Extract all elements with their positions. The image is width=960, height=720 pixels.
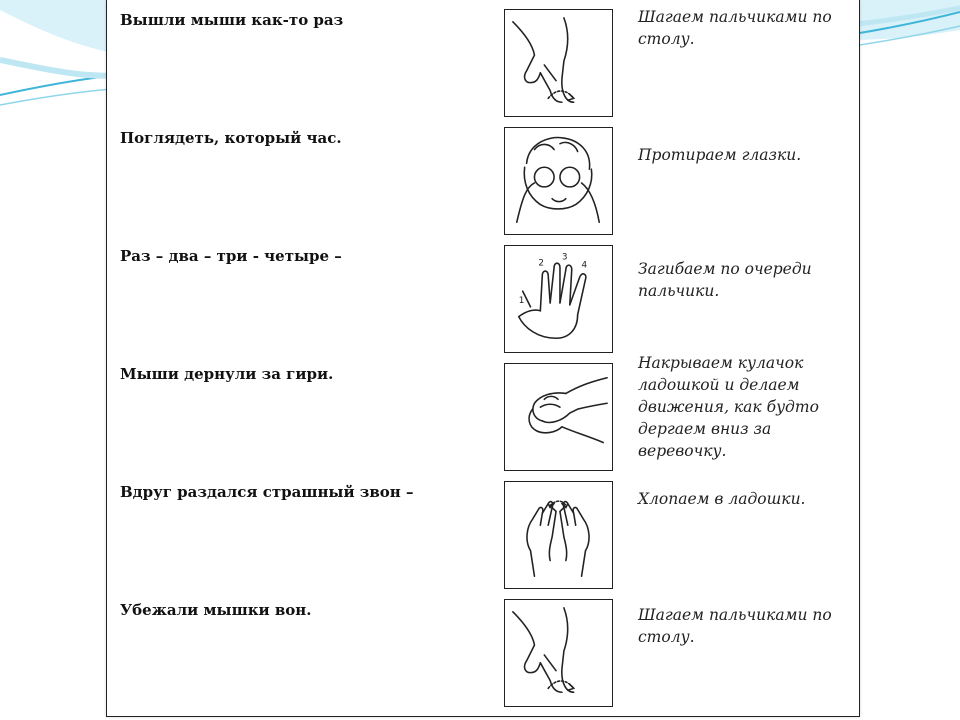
finger-number-label: 1 [518, 295, 525, 306]
finger-number-label: 3 [561, 252, 568, 263]
hands-pulling-icon [504, 363, 613, 471]
verse-text: Вышли мыши как-то раз [120, 11, 344, 29]
action-text: Шагаем пальчиками по столу. [638, 606, 832, 646]
table-row [107, 0, 859, 118]
action-text: Хлопаем в ладошки. [638, 490, 806, 508]
action-text: Протираем глазки. [638, 146, 802, 164]
hand-counting-fingers-icon [504, 245, 613, 353]
fingers-walking-icon [504, 599, 613, 707]
verse-text: Мыши дернули за гири. [120, 365, 334, 383]
verse-text: Вдруг раздался страшный звон – [120, 483, 414, 501]
action-text: Накрываем кулачок ладошкой и делаем движения, как будто дергаем вниз за веревочку. [638, 354, 819, 460]
table-row [107, 118, 859, 236]
rhyme-table [106, 0, 860, 717]
fingers-walking-icon [504, 9, 613, 117]
table-row [107, 472, 859, 590]
table-row [107, 590, 859, 708]
table-row [107, 354, 859, 472]
table-row [107, 236, 859, 354]
finger-number-label: 4 [581, 260, 588, 271]
verse-text: Поглядеть, который час. [120, 129, 342, 147]
verse-text: Убежали мышки вон. [120, 601, 312, 619]
verse-text: Раз – два – три - четыре – [120, 247, 342, 265]
hands-clapping-icon [504, 481, 613, 589]
child-rubbing-eyes-icon [504, 127, 613, 235]
finger-number-label: 2 [538, 258, 545, 269]
action-text: Загибаем по очереди пальчики. [638, 260, 812, 300]
action-text: Шагаем пальчиками по столу. [638, 8, 832, 48]
